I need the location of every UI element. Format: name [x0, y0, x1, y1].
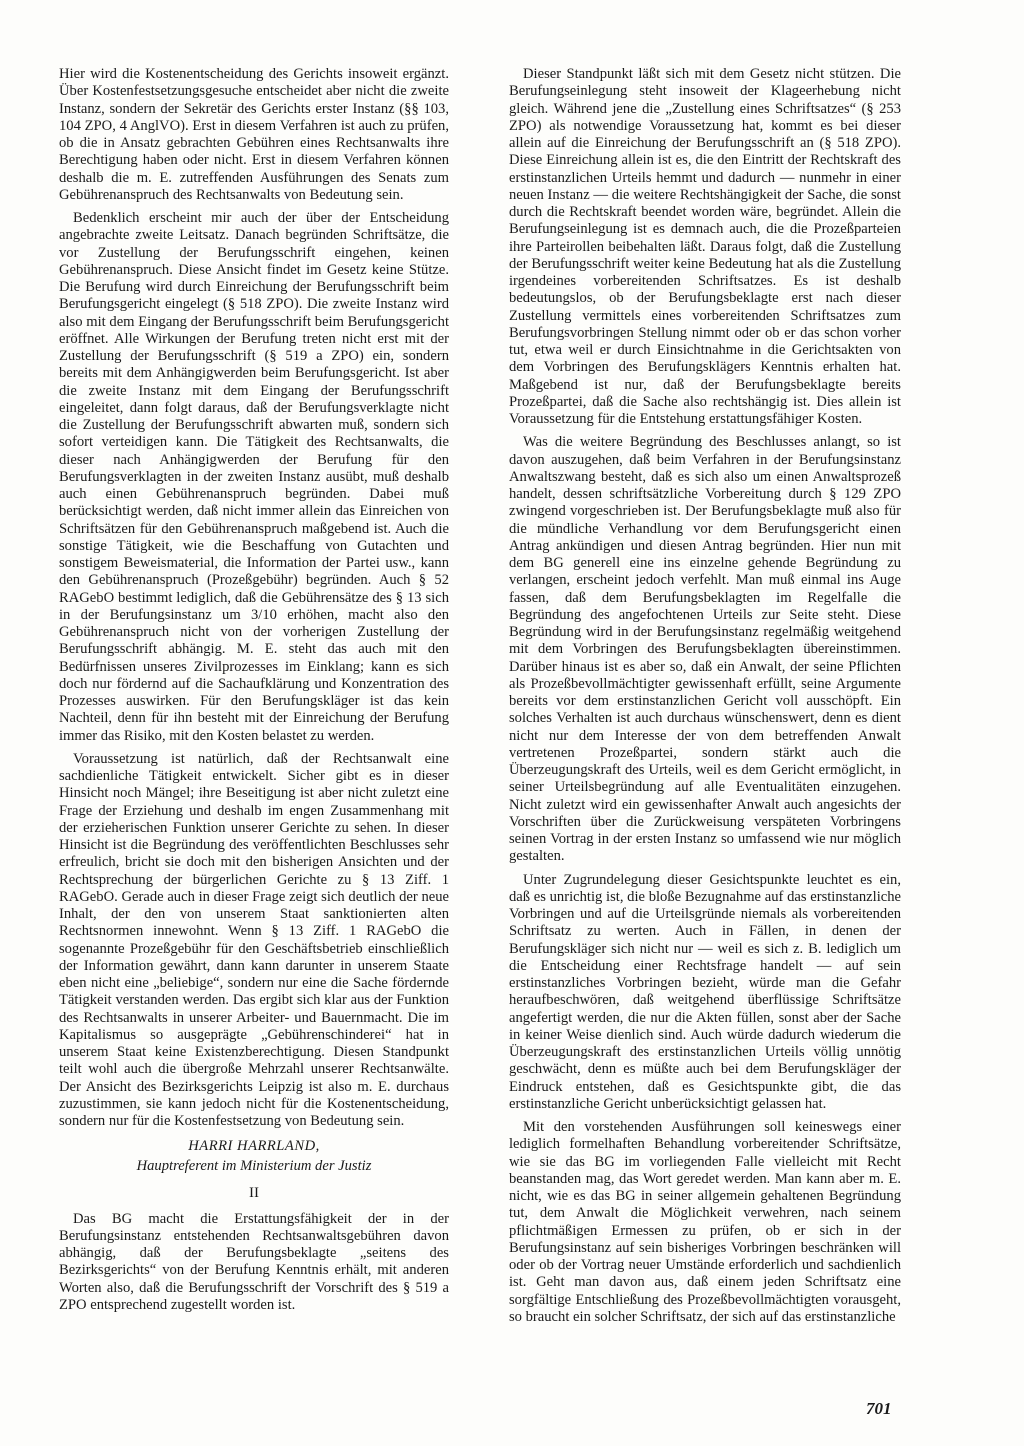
paragraph: Das BG macht die Erstattungsfähigkeit der in der Berufungsinstanz entstehenden Rechtsanwaltsgebühren davon abhängig, daß der Berufungsbeklagte „seitens des Bezirksgerichts“ von der Berufung Kenntnis erhält, mit anderen Worten also, daß die Berufungsschrift der Vorschrift des § 519 a ZPO entsprechend zugestellt worden ist. [59, 1210, 449, 1313]
right-column [509, 66, 901, 1332]
paragraph: Voraussetzung ist natürlich, daß der Rechtsanwalt eine sachdienliche Tätigkeit entwickelt. Sicher gibt es in dieser Hinsicht noch Mängel; ihre Beseitigung ist aber nicht zuletzt eine Frage der Erziehung und deshalb im engen Zusammenhang mit der erzieherischen Funktion unserer Gerichte zu sehen. In dieser Hinsicht ist die Begründung des veröffentlichten Beschlusses sehr erfreulich, bricht sie doch mit den bisherigen Ansichten und der Rechtsprechung der bürgerlichen Gerichte zu § 13 Ziff. 1 RAGebO. Gerade auch in dieser Frage zeigt sich deutlich der neue Inhalt, der den von unserem Staat sanktionierten alten Rechtsnormen innewohnt. Wenn § 13 Ziff. 1 RAGebO die sogenannte Prozeßgebühr für den Geschäftsbetrieb einschließlich der Information gewährt, dann kann darunter in unserem Staate eben nicht eine „beliebige“, sondern nur eine die Sache fördernde Tätigkeit verstanden werden. Das ergibt sich klar aus der Funktion des Rechtsanwalts in unserer Arbeiter- und Bauernmacht. Die im Kapitalismus so ausgeprägte „Gebührenschinderei“ hat in unserem Staat keine Existenzberechtigung. Diesen Standpunkt teilt wohl auch die übergroße Mehrzahl unserer Rechtsanwälte. Der Ansicht des Bezirksgerichts Leipzig ist also m. E. durchaus zuzustimmen, sie kann jedoch nicht für die Kostenentscheidung, sondern nur für die Kostenfestsetzung von Bedeutung sein. [59, 750, 449, 1129]
author-name: HARRI HARRLAND, [188, 1138, 320, 1155]
paragraph: Unter Zugrundelegung dieser Gesichtspunkte leuchtet es ein, daß es unrichtig ist, die bloße Bezugnahme auf das erstinstanzliche Vorbringen und auf die Urteilsgründe niemals als vorbereitenden Schriftsatz zu werten. Auch in Fällen, in denen der Berufungskläger sich nicht nur — weil es sich z. B. lediglich um die Entscheidung einer Rechtsfrage handelt — auf sein erstinstanzliches Vorbringen bezieht, würde man die Gefahr heraufbeschwören, daß weitgehend überflüssige Schriftsätze angefertigt werden, die nur die Akten füllen, sonst aber der Sache in keiner Weise dienlich sind. Auch würde dadurch wiederum die Überzeugungskraft des erstinstanzlichen Urteils völlig unnötig geschwächt, denn es müßte auch bei dem Berufungskläger der Eindruck entstehen, daß es Gesichtspunkte gibt, die das erstinstanzliche Gericht unberücksichtigt gelassen hat. [509, 871, 901, 1112]
page-number: 701 [866, 1399, 892, 1418]
paragraph: Hier wird die Kostenentscheidung des Gerichts insoweit ergänzt. Über Kostenfestsetzungsgesuche entscheidet aber nicht die zweite Instanz, sondern der Sekretär des Gerichts erster Instanz (§§ 103, 104 ZPO, 4 AnglVO). Erst in diesem Verfahren ist auch zu prüfen, ob die in Ansatz gebrachten Gebühren eines Rechtsanwalts ihre Berechtigung haben oder nicht. Erst in diesem Verfahren können deshalb die m. E. zutreffenden Ausführungen des Senats zum Gebührenanspruch des Rechtsanwalts von Bedeutung sein. [59, 66, 449, 203]
paragraph: Was die weitere Begründung des Beschlusses anlangt, so ist davon auszugehen, daß beim Verfahren in der Berufungsinstanz Anwaltszwang besteht, daß es sich also um einen Anwaltsprozeß handelt, dessen schriftsätzliche Vorbereitung durch § 129 ZPO zwingend vorgeschrieben ist. Der Berufungsbeklagte muß also für die mündliche Verhandlung vor dem Berufungsgericht einen Antrag ankündigen und diesen Antrag begründen. Hier nun mit dem BG generell eine ins einzelne gehende Begründung zu verlangen, erscheint jedoch verfehlt. Man muß einmal ins Auge fassen, daß dem Berufungsbeklagten im Regelfalle die Begründung des angefochtenen Urteils zur Seite steht. Diese Begründung wird in der Berufungsinstanz regelmäßig weitgehend mit dem Vorbringen des Berufungsbeklagten übereinstimmen. Darüber hinaus ist es aber so, daß ein Anwalt, der seine Pflichten als Prozeßbevollmächtigter gewissenhaft erfüllt, seine Argumente bereits vor dem erstinstanzlichen Gericht voll ausschöpft. Ein solches Verhalten ist auch durchaus wünschenswert, denn es dient nicht nur dem Interesse der von dem betreffenden Anwalt vertretenen Prozeßpartei, sondern stärkt auch die Überzeugungskraft des Urteils, weil es dem Gericht ermöglicht, in seiner Urteilsbegründung auf alle Eventualitäten einzugehen. Nicht zuletzt wird ein gewissenhafter Anwalt auch angesichts der Vorschriften über die Zurückweisung verspäteten Vorbringens seinen Vortrag in der ersten Instanz so umfassend wie nur möglich gestalten. [509, 434, 901, 865]
section-number: II [249, 1185, 259, 1202]
author-title: Hauptreferent im Ministerium der Justiz [136, 1157, 372, 1174]
left-column [59, 66, 449, 1320]
paragraph: Mit den vorstehenden Ausführungen soll keineswegs einer lediglich formelhaften Behandlung vorbereitender Schriftsätze, wie sie das BG im vorliegenden Falle vielleicht mit Recht beanstanden mag, das Wort geredet werden. Man kann aber m. E. nicht, wie es das BG in seiner allgemein gehaltenen Begründung tut, dem Anwalt die Möglichkeit verwehren, nach seinem pflichtmäßigen Ermessen zu prüfen, ob er sich in der Berufungsinstanz auf sein bisheriges Vorbringen beschränken will oder ob der Vortrag neuer Umstände erforderlich und sachdienlich ist. Geht man davon aus, daß einem jeden Schriftsatz eine sorgfältige Entschließung des Prozeßbevollmächtigten vorausgeht, so braucht ein solcher Schriftsatz, der sich auf das erstinstanzliche [509, 1119, 901, 1325]
paragraph: Dieser Standpunkt läßt sich mit dem Gesetz nicht stützen. Die Berufungseinlegung steht insoweit der Klageerhebung nicht gleich. Während jene die „Zustellung eines Schriftsatzes“ (§ 253 ZPO) als notwendige Voraussetzung hat, kommt es bei dieser allein auf die Einreichung der Berufungsschrift an (§ 518 ZPO). Diese Einreichung allein ist es, die den Eintritt der Rechtskraft des erstinstanzlichen Urteils hemmt und dadurch — nunmehr in einer neuen Instanz — die weitere Rechtshängigkeit der Sache, die sonst durch die Rechtskraft beendet worden wäre, begründet. Allein die Berufungseinlegung ist es demnach auch, die die Prozeßparteien ihre Parteirollen beibehalten läßt. Daraus folgt, daß die Zustellung der Berufungsschrift weiter keine Bedeutung hat als die Zustellung irgendeines vorbereitenden Schriftsatzes. Es ist deshalb bedeutungslos, ob der Berufungsbeklagte erst nach dieser Zustellung vermittels eines vorbereitenden Schriftsatzes zum Berufungsvorbringen Stellung nimmt oder ob er das schon vorher tut, etwa weil er durch Einsichtnahme in die Gerichtsakten von dem Vorbringen des Berufungsklägers Kenntnis erhalten hat. Maßgebend ist nur, daß der Berufungsbeklagte bereits Prozeßpartei, daß die Sache also rechtshängig ist. Dies allein ist Voraussetzung für die Entstehung erstattungsfähiger Kosten. [509, 66, 901, 427]
paragraph: Bedenklich erscheint mir auch der über der Entscheidung angebrachte zweite Leitsatz. Danach begründen Schriftsätze, die vor Zustellung der Berufungsschrift eingehen, keinen Gebührenanspruch. Diese Ansicht findet im Gesetz keine Stütze. Die Berufung wird durch Einreichung der Berufungsschrift beim Berufungsgericht eingelegt (§ 518 ZPO). Die zweite Instanz wird also mit dem Eingang der Berufungsschrift beim Berufungsgericht eröffnet. Alle Wirkungen der Berufung treten nicht erst mit der Zustellung der Berufungsschrift (§ 519 a ZPO) ein, sondern bereits mit dem Anhängigwerden beim Berufungsgericht. Ist aber die zweite Instanz mit dem Eingang der Berufungsschrift eingeleitet, dann folgt daraus, daß der Berufungsverklagte nicht die Zustellung der Berufungsschrift abwarten muß, sondern sich sofort verteidigen kann. Die Tätigkeit des Rechtsanwalts, die dieser nach Anhängigwerden der Berufung für den Berufungsverklagten in der zweiten Instanz ausübt, muß deshalb auch einen Gebührenanspruch begründen. Dabei muß berücksichtigt werden, daß nicht immer allein das Einreichen von Schriftsätzen für den Gebührenanspruch maßgebend ist. Auch die sonstige Tätigkeit, wie die Beschaffung von Gutachten und sonstigem Beweismaterial, die Information der Partei usw., kann den Gebührenanspruch (Prozeßgebühr) begründen. Auch § 52 RAGebO bestimmt lediglich, daß die Gebührensätze des § 13 sich in der Berufungsinstanz um 3/10 erhöhen, macht also den Gebührenanspruch nicht von der vorherigen Zustellung der Berufungsschrift abhängig. M. E. steht das auch mit den Bedürfnissen unseres Zivilprozesses im Einklang; kann es sich doch nur fördernd auf die Sachaufklärung und Konzentration des Prozesses auswirken. Für den Berufungskläger ist das kein Nachteil, denn für ihn besteht mit der Einreichung der Berufung immer das Risiko, mit den Kosten belastet zu werden. [59, 210, 449, 744]
